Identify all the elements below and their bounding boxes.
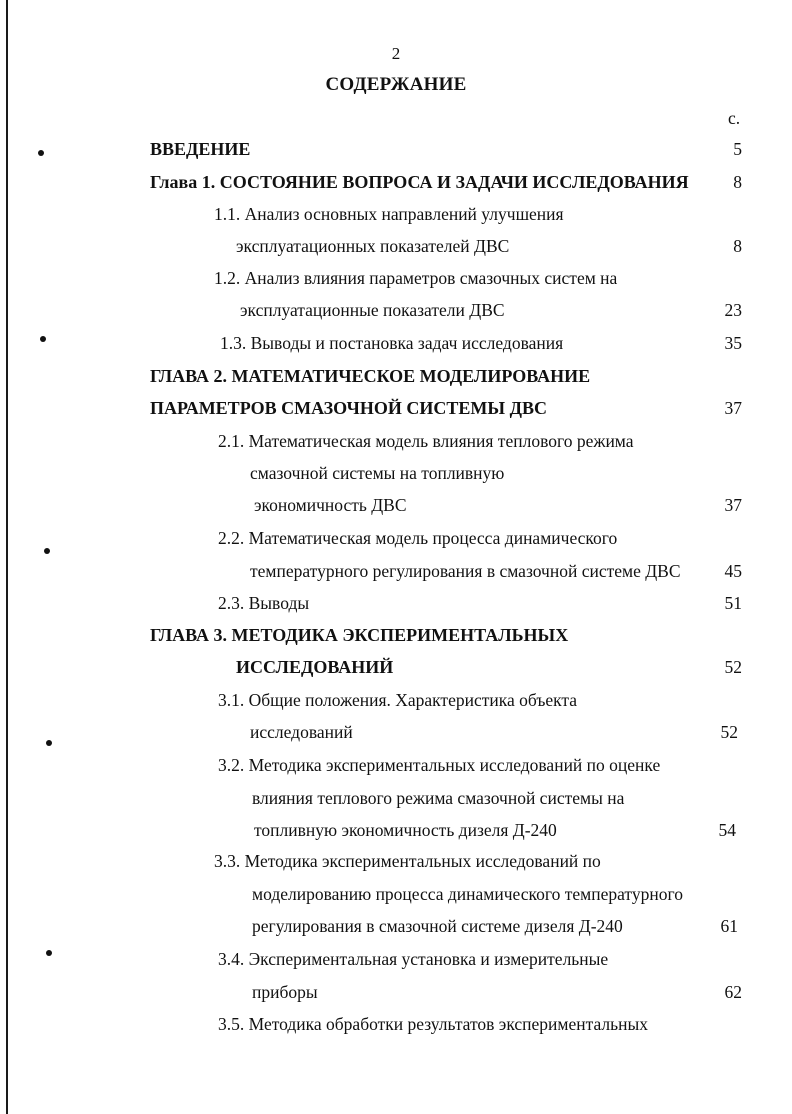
toc-page-number: 35 bbox=[724, 333, 742, 353]
toc-page-number: 5 bbox=[733, 139, 742, 159]
binding-hole-mark bbox=[44, 548, 50, 554]
toc-entry-3-4[interactable]: 3.4. Экспериментальная установка и измерительные bbox=[218, 949, 609, 969]
toc-entry-2-1-cont: смазочной системы на топливную bbox=[250, 463, 505, 483]
toc-entry-2-1[interactable]: 2.1. Математическая модель влияния теплового режима bbox=[218, 431, 634, 451]
toc-entry-1-3[interactable]: 1.3. Выводы и постановка задач исследования bbox=[220, 333, 564, 353]
binding-hole-mark bbox=[46, 950, 52, 956]
binding-hole-mark bbox=[40, 336, 46, 342]
toc-entry-chapter-3-cont: ИССЛЕДОВАНИЙ bbox=[236, 657, 394, 677]
toc-entry-3-3-cont: регулирования в смазочной системе дизеля Д-240 bbox=[252, 916, 623, 936]
toc-page-number: 62 bbox=[724, 982, 742, 1002]
toc-page-number: 52 bbox=[724, 657, 742, 677]
binding-hole-mark bbox=[38, 150, 44, 156]
toc-page-number: 37 bbox=[724, 398, 742, 418]
toc-entry-3-3[interactable]: 3.3. Методика экспериментальных исследований по bbox=[214, 851, 601, 871]
scan-left-edge bbox=[6, 0, 8, 1114]
page-number: 2 bbox=[391, 44, 401, 63]
toc-page-number: 61 bbox=[720, 916, 738, 936]
toc-entry-introduction[interactable]: ВВЕДЕНИЕ bbox=[150, 139, 251, 159]
binding-hole-mark bbox=[46, 740, 52, 746]
toc-entry-chapter-2-cont: ПАРАМЕТРОВ СМАЗОЧНОЙ СИСТЕМЫ ДВС bbox=[150, 398, 547, 418]
toc-entry-3-3-cont: моделированию процесса динамического температурного bbox=[252, 884, 683, 904]
page-title: СОДЕРЖАНИЕ bbox=[325, 74, 467, 95]
toc-entry-1-1-cont: эксплуатационных показателей ДВС bbox=[236, 236, 510, 256]
toc-page-number: 8 bbox=[733, 236, 742, 256]
toc-entry-2-3[interactable]: 2.3. Выводы bbox=[218, 593, 310, 613]
toc-page-number: 52 bbox=[720, 722, 738, 742]
toc-page-number: 23 bbox=[724, 300, 742, 320]
toc-entry-chapter-3[interactable]: ГЛАВА 3. МЕТОДИКА ЭКСПЕРИМЕНТАЛЬНЫХ bbox=[150, 625, 569, 645]
toc-entry-3-2-cont: топливную экономичность дизеля Д-240 bbox=[254, 820, 557, 840]
toc-entry-3-1[interactable]: 3.1. Общие положения. Характеристика объекта bbox=[218, 690, 578, 710]
toc-entry-2-2[interactable]: 2.2. Математическая модель процесса динамического bbox=[218, 528, 618, 548]
toc-entry-3-1-cont: исследований bbox=[250, 722, 353, 742]
toc-entry-1-2-cont: эксплуатационные показатели ДВС bbox=[240, 300, 505, 320]
toc-page-number: 45 bbox=[724, 561, 742, 581]
toc-entry-2-1-cont: экономичность ДВС bbox=[254, 495, 407, 515]
toc-entry-3-5[interactable]: 3.5. Методика обработки результатов экспериментальных bbox=[218, 1014, 648, 1034]
toc-entry-1-1[interactable]: 1.1. Анализ основных направлений улучшения bbox=[214, 204, 564, 224]
toc-page-number: 51 bbox=[724, 593, 742, 613]
toc-entry-3-4-cont: приборы bbox=[252, 982, 318, 1002]
toc-entry-chapter-2[interactable]: ГЛАВА 2. МАТЕМАТИЧЕСКОЕ МОДЕЛИРОВАНИЕ bbox=[150, 366, 591, 386]
page-column-label: с. bbox=[728, 108, 741, 128]
toc-entry-3-2-cont: влияния теплового режима смазочной системы на bbox=[252, 788, 625, 808]
toc-page-number: 54 bbox=[718, 820, 736, 840]
toc-entry-chapter-1[interactable]: Глава 1. СОСТОЯНИЕ ВОПРОСА И ЗАДАЧИ ИССЛЕДОВАНИЯ bbox=[150, 172, 689, 192]
toc-entry-3-2[interactable]: 3.2. Методика экспериментальных исследований по оценке bbox=[218, 755, 661, 775]
toc-entry-2-2-cont: температурного регулирования в смазочной системе ДВС bbox=[250, 561, 681, 581]
toc-entry-1-2[interactable]: 1.2. Анализ влияния параметров смазочных систем на bbox=[214, 268, 618, 288]
toc-page-number: 37 bbox=[724, 495, 742, 515]
toc-page-number: 8 bbox=[733, 172, 742, 192]
